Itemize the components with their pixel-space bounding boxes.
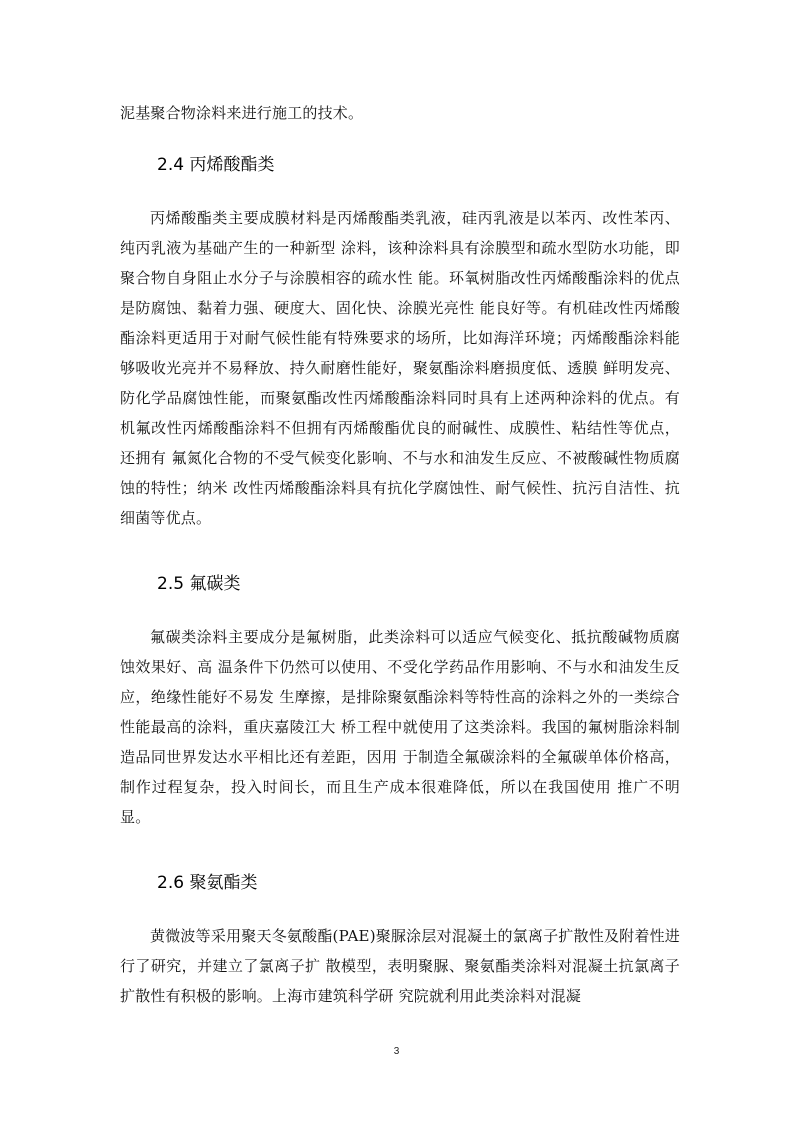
section-heading-polyurethane: 2.6 聚氨酯类 — [157, 873, 258, 893]
paragraph-fluorocarbon: 氟碳类涂料主要成分是氟树脂，此类涂料可以适应气候变化、抵抗酸碱物质腐蚀效果好、高 温条件下仍然可以使用、不受化学药品作用影响、不与水和油发生反应，绝缘性能好不易发 生摩擦，是排除聚氨酯涂料等特性高的涂料之外的一类综合性能最高的涂料，重庆嘉陵江大 桥工程中就使用了这类涂料。我国的氟树脂涂料制造品同世界发达水平相比还有差距，因用 于制造全氟碳涂料的全氟碳单体价格高，制作过程复杂，投入时间长，而且生产成本很难降低，所以在我国使用 推广不明显。 — [120, 628, 680, 826]
section-heading-fluorocarbon: 2.5 氟碳类 — [157, 574, 241, 594]
section-heading-acrylate: 2.4 丙烯酸酯类 — [157, 155, 275, 175]
page-number: 3 — [393, 1046, 400, 1057]
paragraph-intro-tail: 泥基聚合物涂料来进行施工的技术。 — [120, 104, 364, 122]
paragraph-polyurethane: 黄微波等采用聚天冬氨酸酯(PAE)聚脲涂层对混凝土的氯离子扩散性及附着性进行了研究，并建立了氯离子扩 散模型，表明聚脲、聚氨酯类涂料对混凝土抗氯离子扩散性有积极的影响。上海市建筑科学研 究院就利用此类涂料对混凝 — [120, 927, 680, 1005]
paragraph-acrylate: 丙烯酸酯类主要成膜材料是丙烯酸酯类乳液，硅丙乳液是以苯丙、改性苯丙、纯丙乳液为基础产生的一种新型 涂料，该种涂料具有涂膜型和疏水型防水功能，即聚合物自身阻止水分子与涂膜相容的疏水性 能。环氧树脂改性丙烯酸酯涂料的优点是防腐蚀、黏着力强、硬度大、固化快、涂膜光亮性 能良好等。有机硅改性丙烯酸酯涂料更适用于对耐气候性能有特殊要求的场所，比如海洋环境；丙烯酸酯涂料能够吸收光亮并不易释放、持久耐磨性能好，聚氨酯涂料磨损度低、透膜 鲜明发亮、防化学品腐蚀性能，而聚氨酯改性丙烯酸酯涂料同时具有上述两种涂料的优点。有机氟改性丙烯酸酯涂料不但拥有丙烯酸酯优良的耐碱性、成膜性、粘结性等优点，还拥有 氟氮化合物的不受气候变化影响、不与水和油发生反应、不被酸碱性物质腐蚀的特性；纳米 改性丙烯酸酯涂料具有抗化学腐蚀性、耐气候性、抗污自洁性、抗细菌等优点。 — [120, 209, 680, 527]
